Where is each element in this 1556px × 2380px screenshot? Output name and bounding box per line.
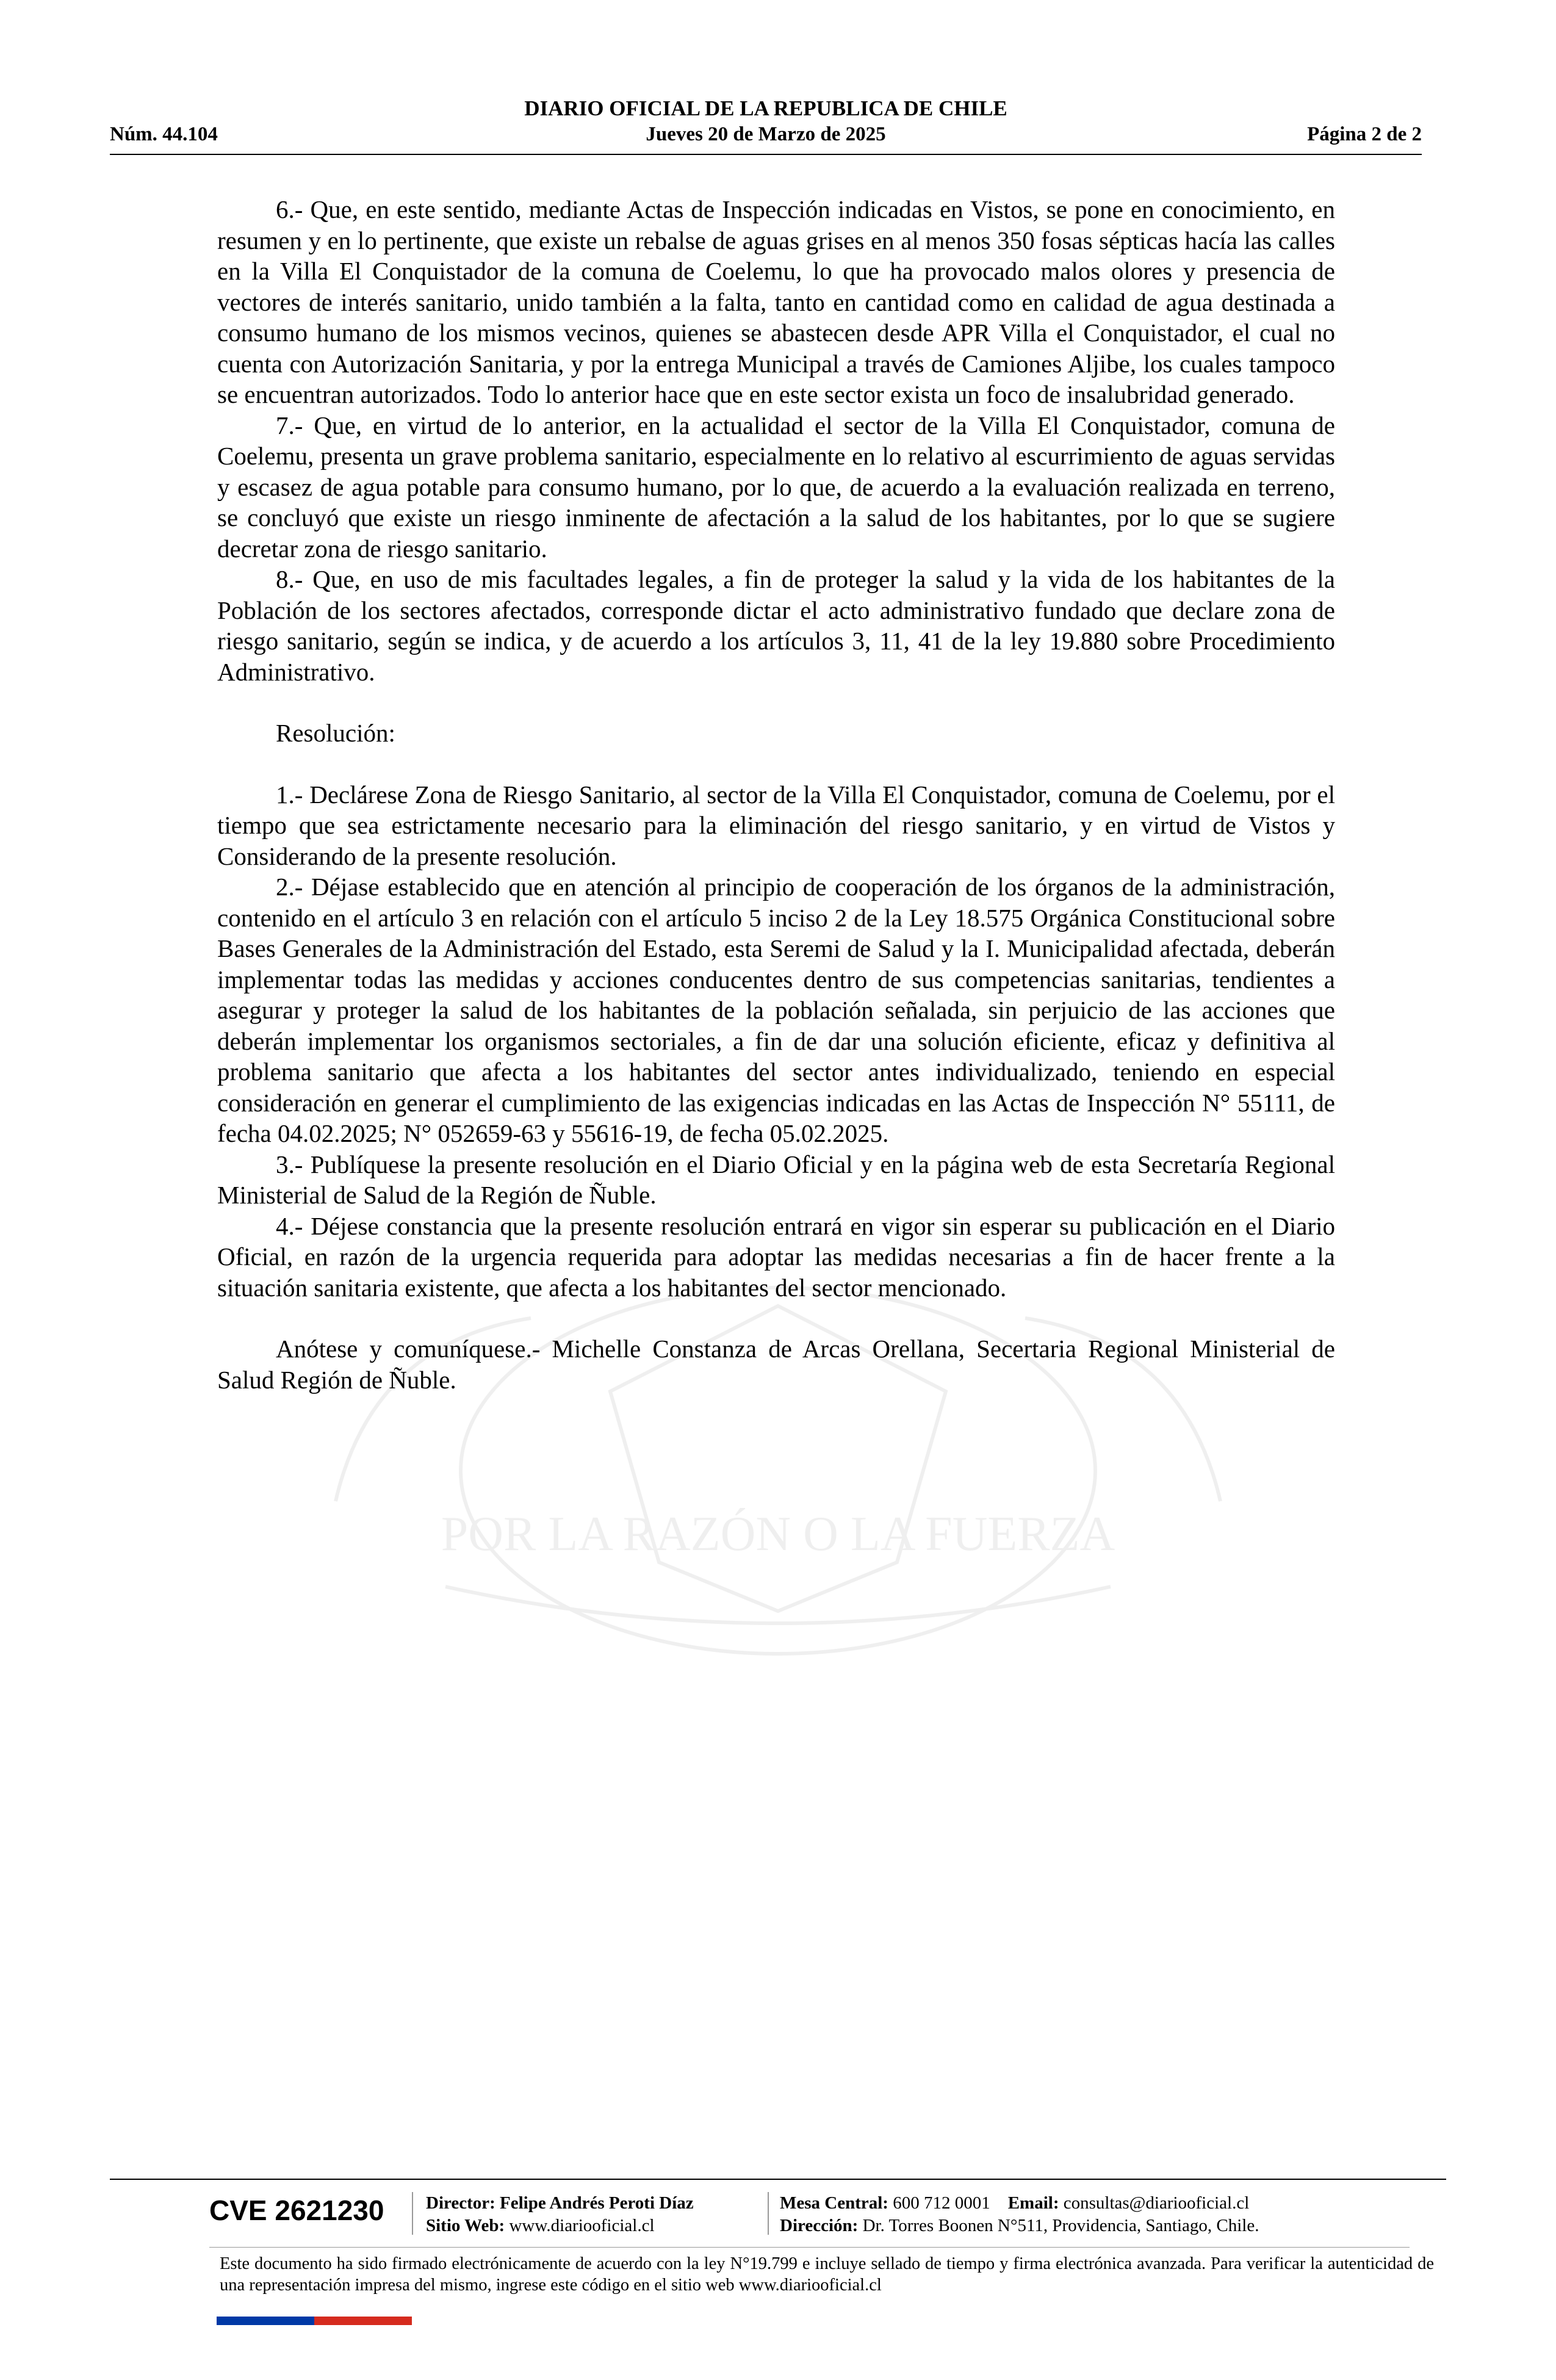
footer-separator [412,2192,413,2235]
resolution-heading: Resolución: [276,719,395,747]
signature-verification-note: Este documento ha sido firmado electrónicamente de acuerdo con la ley N°19.799 e incluye sellado de tiempo y firma electrónica avanzada. Para verificar la autenticidad de una representación impresa del mismo, ingrese este código en el sitio web www.diariooficial.cl [220,2254,1434,2295]
flag-stripe-red [314,2317,363,2325]
closing-signature: Anótese y comuníquese.- Michelle Constanza de Arcas Orellana, Secertaria Regional Ministerial de Salud Región de Ñuble. [217,1335,1335,1394]
director-name: Felipe Andrés Peroti Díaz [500,2193,694,2213]
paragraph-7: 7.- Que, en virtud de lo anterior, en la actualidad el sector de la Villa El Conquistador, comuna de Coelemu, presenta un grave problema sanitario, especialmente en lo relativo al escurrimiento de aguas servidas y escasez de agua potable para consumo humano, por lo que, de acuerdo a la evaluación realizada en terreno, se concluyó que existe un riesgo inminente de afectación a la salud de los habitantes, por lo que se sugiere decretar zona de riesgo sanitario. [217,411,1335,563]
publication-title: DIARIO OFICIAL DE LA REPUBLICA DE CHILE [524,96,1007,120]
flag-stripe-blue [217,2317,265,2325]
footer-contact-block [780,2192,1259,2237]
resolution-item-2: 2.- Déjase establecido que en atención al principio de cooperación de los órganos de la administración, contenido en el artículo 3 en relación con el artículo 5 inciso 2 de la Ley 18.575 Orgánica Constitucional sobre Bases Generales de la Administración del Estado, esta Seremi de Salud y la I. Municipalidad afectada, deberán implementar todas las medidas y acciones conducentes dentro de sus competencias sanitarias, tendientes a asegurar y proteger la salud de los habitantes de la población señalada, sin perjuicio de las acciones que deberán implementar los organismos sectoriales, a fin de dar una solución eficiente, eficaz y definitiva al problema sanitario que afecta a los habitantes del sector antes individualizado, teniendo en especial consideración en generar el cumplimiento de las exigencias indicadas en las Actas de Inspección N° 55111, de fecha 04.02.2025; N° 052659-63 y 55616-19, de fecha 05.02.2025. [217,873,1335,1147]
paragraph-8: 8.- Que, en uso de mis facultades legales, a fin de proteger la salud y la vida de los habitantes de la Población de los sectores afectados, corresponde dictar el acto administrativo fundado que declare zona de riesgo sanitario, según se indica, y de acuerdo a los artículos 3, 11, 41 de la ley 19.880 sobre Procedimiento Administrativo. [217,565,1335,686]
address-label: Dirección: [780,2216,859,2235]
email-label: Email: [1007,2193,1059,2213]
flag-color-bar [217,2317,412,2325]
footer-director-block [426,2192,694,2237]
document-body [217,194,1335,1395]
footer-inner-divider [209,2247,1410,2248]
resolution-item-4: 4.- Déjese constancia que la presente resolución entrará en vigor sin esperar su publicación en el Diario Oficial, en razón de la urgencia requerida para adoptar las medidas necesarias a fin de hacer frente a la situación sanitaria existente, que afecta a los habitantes del sector mencionado. [217,1211,1335,1302]
director-label: Director: [426,2193,495,2213]
page-footer [110,2179,1446,2337]
email-link[interactable]: consultas@diariooficial.cl [1063,2193,1250,2213]
flag-stripe-red [363,2317,412,2325]
resolution-item-3: 3.- Publíquese la presente resolución en el Diario Oficial y en la página web de esta Secretaría Regional Ministerial de Salud de la Región de Ñuble. [217,1150,1335,1209]
page-header [110,92,1422,159]
flag-stripe-blue [265,2317,314,2325]
resolution-item-1: 1.- Declárese Zona de Riesgo Sanitario, al sector de la Villa El Conquistador, comuna de Coelemu, por el tiempo que sea estrictamente necesario para la eliminación del riesgo sanitario, y en virtud de Vistos y Considerando de la presente resolución. [217,780,1335,870]
header-divider [110,154,1422,155]
issue-date: Jueves 20 de Marzo de 2025 [646,123,886,145]
page-number: Página 2 de 2 [1307,123,1422,145]
phone-label: Mesa Central: [780,2193,888,2213]
phone-number: 600 712 0001 [893,2193,990,2213]
footer-divider [110,2179,1446,2180]
watermark-motto: POR LA RAZÓN O LA FUERZA [441,1507,1115,1561]
footer-separator [768,2192,769,2235]
address-text: Dr. Torres Boonen N°511, Providencia, Santiago, Chile. [862,2216,1259,2235]
paragraph-6: 6.- Que, en este sentido, mediante Actas de Inspección indicadas en Vistos, se pone en conocimiento, en resumen y en lo pertinente, que existe un rebalse de aguas grises en al menos 350 fosas sépticas hacía las calles en la Villa El Conquistador de la comuna de Coelemu, lo que ha provocado malos olores y presencia de vectores de interés sanitario, unido también a la falta, tanto en cantidad como en calidad de agua destinada a consumo humano de los mismos vecinos, quienes se abastecen desde APR Villa el Conquistador, el cual no cuenta con Autorización Sanitaria, y por la entrega Municipal a través de Camiones Aljibe, los cuales tampoco se encuentran autorizados. Todo lo anterior hace que en este sector exista un foco de insalubridad generado. [217,195,1335,408]
website-link[interactable]: www.diariooficial.cl [509,2216,655,2235]
website-label: Sitio Web: [426,2216,505,2235]
issue-number: Núm. 44.104 [110,123,218,145]
cve-code: CVE 2621230 [209,2194,384,2226]
